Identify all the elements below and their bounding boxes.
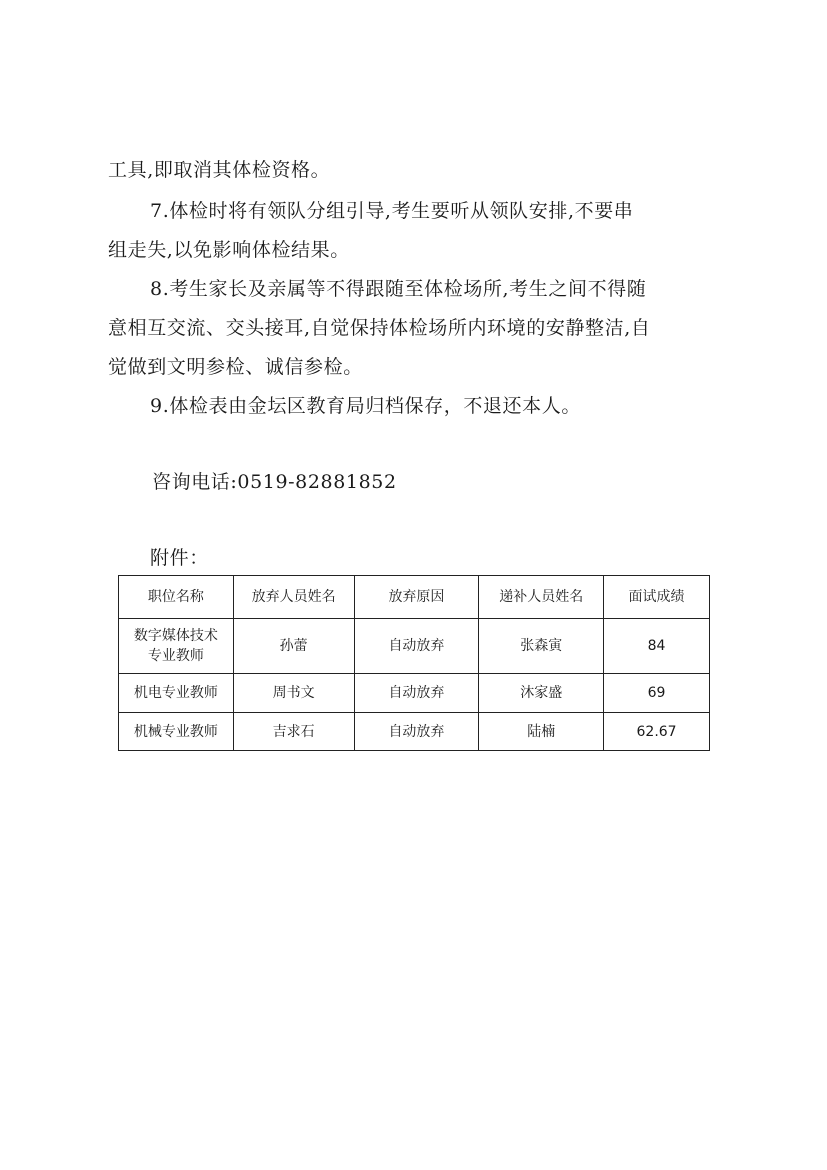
cell-substitute-name: 沐家盛 — [479, 674, 604, 713]
header-interview-score: 面试成绩 — [604, 576, 710, 619]
cell-substitute-name: 陆楠 — [479, 713, 604, 751]
attachment-label: 附件： — [150, 547, 209, 569]
header-abandon-reason: 放弃原因 — [354, 576, 479, 619]
table-header-row — [119, 576, 710, 619]
cell-abandon-reason: 自动放弃 — [354, 674, 479, 713]
cell-position: 机电专业教师 — [119, 674, 234, 713]
contact-phone: 咨询电话:0519-82881852 — [152, 471, 397, 493]
cell-abandoned-name: 孙蕾 — [233, 619, 354, 674]
paragraph-9-line-1: 9.体检表由金坛区教育局归档保存，不退还本人。 — [150, 395, 581, 417]
cell-abandon-reason: 自动放弃 — [354, 619, 479, 674]
table-row — [119, 674, 710, 713]
paragraph-8-line-1: 8.考生家长及亲属等不得跟随至体检场所,考生之间不得随 — [150, 278, 647, 300]
cell-substitute-name: 张森寅 — [479, 619, 604, 674]
paragraph-7-line-1: 7.体检时将有领队分组引导,考生要听从领队安排,不要串 — [150, 200, 634, 222]
table-row — [119, 713, 710, 751]
table-row — [119, 619, 710, 674]
cell-position — [119, 619, 234, 674]
cell-position: 机械专业教师 — [119, 713, 234, 751]
cell-abandoned-name: 吉求石 — [233, 713, 354, 751]
cell-abandoned-name: 周书文 — [233, 674, 354, 713]
cell-interview-score: 62.67 — [604, 713, 710, 751]
header-position: 职位名称 — [119, 576, 234, 619]
header-abandoned-name: 放弃人员姓名 — [233, 576, 354, 619]
paragraph-7-line-2: 组走失,以免影响体检结果。 — [108, 239, 350, 261]
cell-position-line-1: 数字媒体技术 — [133, 628, 218, 644]
cell-interview-score: 84 — [604, 619, 710, 674]
attachment-table — [118, 575, 710, 751]
cell-abandon-reason: 自动放弃 — [354, 713, 479, 751]
header-substitute-name: 递补人员姓名 — [479, 576, 604, 619]
paragraph-6-end: 工具,即取消其体检资格。 — [108, 159, 331, 181]
paragraph-8-line-2: 意相互交流、交头接耳,自觉保持体检场所内环境的安静整洁,自 — [108, 317, 651, 339]
cell-interview-score: 69 — [604, 674, 710, 713]
paragraph-8-line-3: 觉做到文明参检、诚信参检。 — [108, 356, 363, 378]
cell-position-line-2: 专业教师 — [147, 648, 204, 664]
